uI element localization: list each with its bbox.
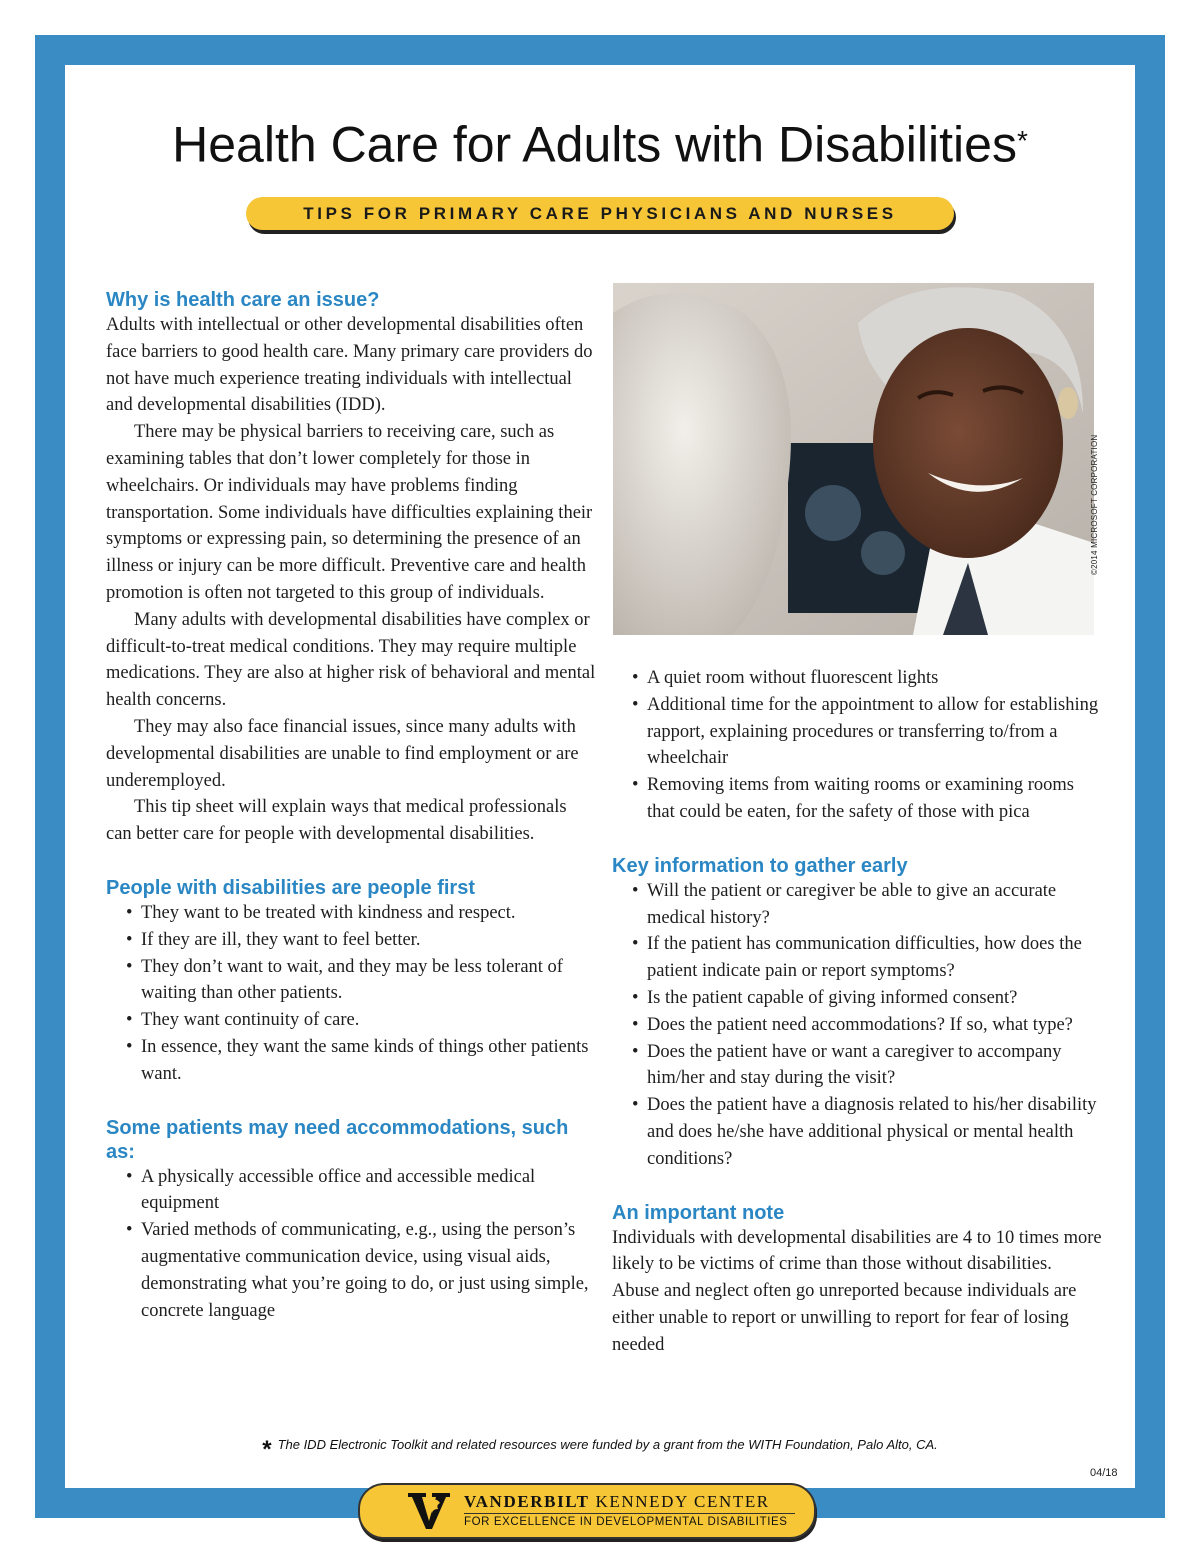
why-paragraph-1: Adults with intellectual or other developmental disabilities often face barriers to good health care. Many primary care providers do not have much experience treating individuals with intellectual and developmental disabilities (IDD).	[106, 315, 593, 416]
left-column	[106, 288, 596, 1324]
heading-important-note: An important note	[612, 1201, 785, 1224]
list-item: • They want to be treated with kindness and respect.	[106, 900, 596, 927]
subtitle-banner: TIPS FOR PRIMARY CARE PHYSICIANS AND NURSES	[246, 197, 954, 230]
logo-name	[464, 1492, 770, 1512]
right-column	[612, 665, 1102, 1359]
vanderbilt-kennedy-center-logo	[358, 1483, 816, 1539]
important-note-text: Individuals with developmental disabilities are 4 to 10 times more likely to be victims of crime than those without disabilities. Abuse and neglect often go unreported because individuals are either unable to report or unwilling to report for fear of losing needed	[612, 1227, 1102, 1355]
why-paragraph-2: There may be physical barriers to receiving care, such as examining tables that don’t lower completely for those in wheelchairs. Or individuals may have problems finding transportation. Some individuals have difficulties explaining their symptoms or expressing pain, so determining the presence of an illness or injury can be more difficult. Preventive care and health promotion is often not targeted to this group of individuals.	[106, 422, 593, 603]
logo-name-bold: VANDERBILT	[464, 1492, 590, 1511]
key-info-list	[612, 878, 1102, 1173]
page-title	[0, 105, 1200, 175]
why-paragraph-5: This tip sheet will explain ways that medical professionals can better care for people with developmental disabilities.	[106, 797, 567, 845]
list-item: • Does the patient have or want a caregiver to accompany him/her and stay during the visit?	[612, 1039, 1102, 1093]
heading-people-first: People with disabilities are people first	[106, 876, 475, 899]
funding-footnote	[0, 1436, 1200, 1464]
list-item: • Is the patient capable of giving informed consent?	[612, 985, 1102, 1012]
list-item: • They don’t want to wait, and they may be less tolerant of waiting than other patients.	[106, 954, 596, 1008]
heading-key-info: Key information to gather early	[612, 854, 908, 877]
list-item: • A physically accessible office and accessible medical equipment	[106, 1164, 596, 1218]
list-item: • Additional time for the appointment to allow for establishing rapport, explaining procedures or transferring to/from a wheelchair	[612, 692, 1102, 772]
footnote-asterisk: *	[262, 1436, 272, 1463]
date-code: 04/18	[1090, 1467, 1118, 1479]
list-item: • If they are ill, they want to feel better.	[106, 927, 596, 954]
title-asterisk: *	[1016, 125, 1028, 156]
heading-accommodations: Some patients may need accommodations, such as:	[106, 1116, 569, 1163]
list-item: • A quiet room without fluorescent lights	[612, 665, 1102, 692]
accommodations-list	[106, 1164, 596, 1325]
why-paragraph-3: Many adults with developmental disabilities have complex or difficult-to-treat medical conditions. They may require multiple medications. They are also at higher risk of behavioral and mental health concerns.	[106, 609, 596, 711]
list-item: • Does the patient need accommodations? If so, what type?	[612, 1012, 1102, 1039]
logo-divider	[464, 1513, 795, 1514]
footnote-text: The IDD Electronic Toolkit and related resources were funded by a grant from the WITH Foundation, Palo Alto, CA.	[277, 1437, 938, 1452]
photo-credit: ©2014 MICROSOFT CORPORATION	[1090, 434, 1099, 575]
list-item: • If the patient has communication difficulties, how does the patient indicate pain or report symptoms?	[612, 931, 1102, 985]
accommodations-list-continued	[612, 665, 1102, 826]
logo-tagline: FOR EXCELLENCE IN DEVELOPMENTAL DISABILITIES	[464, 1516, 788, 1528]
photo-illustration	[613, 283, 1094, 635]
doctor-patient-photo	[613, 283, 1094, 635]
list-item: • Varied methods of communicating, e.g., using the person’s augmentative communication device, using visual aids, demonstrating what you’re going to do, or just using simple, concrete language	[106, 1217, 596, 1324]
list-item: • Does the patient have a diagnosis related to his/her disability and does he/she have additional physical or mental health conditions?	[612, 1092, 1102, 1172]
list-item: • In essence, they want the same kinds of things other patients want.	[106, 1034, 596, 1088]
why-paragraph-4: They may also face financial issues, since many adults with developmental disabilities are unable to find employment or are underemployed.	[106, 716, 579, 791]
page-title-text: Health Care for Adults with Disabilities	[172, 116, 1017, 173]
list-item: • Removing items from waiting rooms or examining rooms that could be eaten, for the safety of those with pica	[612, 772, 1102, 826]
people-first-list	[106, 900, 596, 1088]
vanderbilt-v-oak-leaf-icon	[406, 1491, 452, 1531]
list-item: • They want continuity of care.	[106, 1007, 596, 1034]
heading-why: Why is health care an issue?	[106, 289, 380, 311]
logo-name-rest: KENNEDY CENTER	[595, 1492, 770, 1511]
list-item: • Will the patient or caregiver be able to give an accurate medical history?	[612, 878, 1102, 932]
